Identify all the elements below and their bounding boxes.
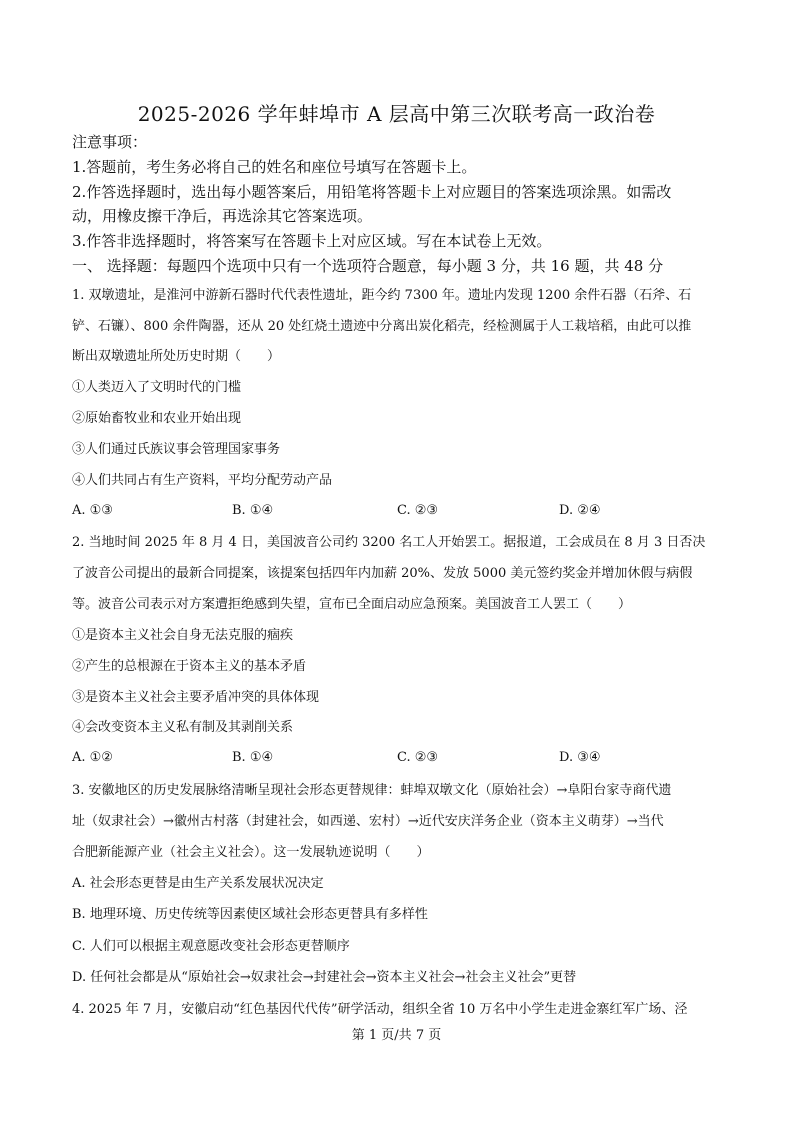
question-1-statement: ④人们共同占有生产资料，平均分配劳动产品 [72,473,333,488]
question-3-option: D. 任何社会都是从“原始社会→奴隶社会→封建社会→资本主义社会→社会主义社会”更替 [72,970,577,985]
question-2-stem: 2. 当地时间 2025 年 8 月 4 日，美国波音公司约 3200 名工人开始罢工。据报道，工会成员在 8 月 3 日否决 [72,535,706,550]
question-4-stem: 4. 2025 年 7 月，安徽启动“红色基因代代传”研学活动，组织全省 10 万名中小学生走进金寨红军广场、泾 [72,1002,688,1017]
question-1-stem: 1. 双墩遗址，是淮河中游新石器时代代表性遗址，距今约 7300 年。遗址内发现 1200 余件石器（石斧、石 [72,288,692,303]
option-d: D. ②④ [559,503,601,518]
option-c: C. ②③ [397,503,439,518]
notice-item: 1.答题前，考生务必将自己的姓名和座位号填写在答题卡上。 [72,158,477,176]
option-c: C. ②③ [397,750,439,765]
question-1-statement: ①人类迈入了文明时代的门槛 [72,380,242,395]
question-3-stem: 址（奴隶社会）→徽州古村落（封建社会，如西递、宏村）→近代安庆洋务企业（资本主义萌芽）→当代 [72,814,664,829]
question-3-option: A. 社会形态更替是由生产关系发展状况决定 [72,876,324,891]
question-2-statement: ④会改变资本主义私有制及其剥削关系 [72,720,294,735]
option-a: A. ①② [72,750,113,765]
notice-heading: 注意事项： [72,133,148,151]
notice-item: 3.作答非选择题时，将答案写在答题卡上对应区域。写在本试卷上无效。 [72,232,552,250]
question-1-stem: 断出双墩遗址所处历史时期（ ） [72,349,281,364]
notice-item: 动，用橡皮擦干净后，再选涂其它答案选项。 [72,207,373,225]
question-2-statement: ②产生的总根源在于资本主义的基本矛盾 [72,659,307,674]
question-1-statement: ③人们通过氏族议事会管理国家事务 [72,442,281,457]
question-1-statement: ②原始畜牧业和农业开始出现 [72,411,242,426]
page-number: 第 1 页/共 7 页 [351,1028,442,1043]
question-1-stem: 铲、石镰）、800 余件陶器，还从 20 处红烧土遗迹中分离出炭化稻壳，经检测属于人工栽培稻，由此可以推 [72,319,692,334]
question-2-stem: 等。波音公司表示对方案遭拒绝感到失望，宣布已全面启动应急预案。美国波音工人罢工（ ） [72,597,632,612]
section-heading: 一、 选择题：每题四个选项中只有一个选项符合题意，每小题 3 分，共 16 题，共 48 分 [72,257,664,275]
option-b: B. ①④ [232,503,274,518]
question-2-statement: ③是资本主义社会主要矛盾冲突的具体体现 [72,690,320,705]
question-2-stem: 了波音公司提出的最新合同提案，该提案包括四年内加薪 20%、发放 5000 美元签约奖金并增加休假与病假 [72,566,693,581]
option-a: A. ①③ [72,503,113,518]
notice-item: 2.作答选择题时，选出每小题答案后，用铅笔将答题卡上对应题目的答案选项涂黑。如需改 [72,183,672,201]
question-3-option: B. 地理环境、历史传统等因素使区域社会形态更替具有多样性 [72,907,428,922]
page-title: 2025-2026 学年蚌埠市 A 层高中第三次联考高一政治卷 [137,102,656,126]
question-2-options [72,750,732,768]
question-2-statement: ①是资本主义社会自身无法克服的痼疾 [72,628,294,643]
question-1-options [72,503,732,521]
question-3-option: C. 人们可以根据主观意愿改变社会形态更替顺序 [72,939,350,954]
question-3-stem: 3. 安徽地区的历史发展脉络清晰呈现社会形态更替规律：蚌埠双墩文化（原始社会）→阜阳台家寺商代遗 [72,783,672,798]
question-3-stem: 合肥新能源产业（社会主义社会）。这一发展轨迹说明（ ） [72,845,430,860]
option-b: B. ①④ [232,750,274,765]
option-d: D. ③④ [559,750,601,765]
